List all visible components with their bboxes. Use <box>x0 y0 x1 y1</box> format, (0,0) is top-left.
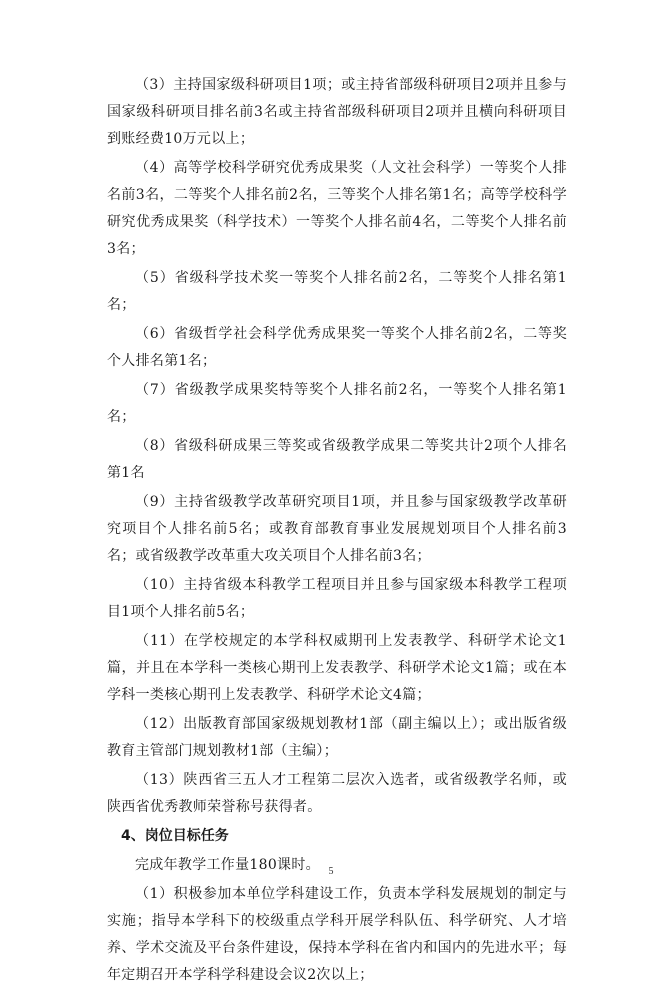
paragraph-item-9: （9）主持省级教学改革研究项目1项，并且参与国家级教学改革研究项目个人排名前5名；或教育部教育事业发展规划项目个人排名前3名；或省级教学改革重大攻关项目个人排名前3名； <box>107 494 567 564</box>
paragraph-item-6: （6）省级哲学社会科学优秀成果奖一等奖个人排名前2名，二等奖个人排名第1名； <box>107 326 567 369</box>
paragraph-item-7: （7）省级教学成果奖特等奖个人排名前2名，一等奖个人排名第1名； <box>107 382 567 425</box>
page-number: 5 <box>328 866 334 877</box>
paragraph-item-12: （12）出版教育部国家级规划教材1部（副主编以上）；或出版省级教育主管部门规划教材1部（主编）； <box>107 716 567 759</box>
paragraph-item-11: （11）在学校规定的本学科权威期刊上发表教学、科研学术论文1篇，并且在本学科一类核心期刊上发表教学、科研学术论文1篇；或在本学科一类核心期刊上发表教学、科研学术论文4篇； <box>107 633 567 703</box>
page-content <box>107 72 567 991</box>
section-heading: 4、岗位目标任务 <box>121 828 229 844</box>
paragraph-item-8: （8）省级科研成果三等奖或省级教学成果二等奖共计2项个人排名第1名 <box>107 438 567 481</box>
paragraph-item-4: （4）高等学校科学研究优秀成果奖（人文社会科学）一等奖个人排名前3名，二等奖个人排名前2名，三等奖个人排名第1名；高等学校科学研究优秀成果奖（科学技术）一等奖个人排名前4名，二等奖个人排名前3名； <box>107 160 567 257</box>
paragraph-item-13: （13）陕西省三五人才工程第二层次入选者，或省级教学名师，或陕西省优秀教师荣誉称号获得者。 <box>107 772 567 815</box>
paragraph-item-5: （5）省级科学技术奖一等奖个人排名前2名，二等奖个人排名第1名； <box>107 270 567 313</box>
workload-paragraph: 完成年教学工作量180课时。 <box>135 857 320 873</box>
task-paragraph-1: （1）积极参加本单位学科建设工作，负责本学科发展规划的制定与实施；指导本学科下的校级重点学科开展学科队伍、科学研究、人才培养、学术交流及平台条件建设，保持本学科在省内和国内的先进水平；每年定期召开本学科学科建设会议2次以上； <box>107 886 567 983</box>
paragraph-item-3: （3）主持国家级科研项目1项；或主持省部级科研项目2项并且参与国家级科研项目排名前3名或主持省部级科研项目2项并且横向科研项目到账经费10万元以上； <box>107 77 567 147</box>
paragraph-item-10: （10）主持省级本科教学工程项目并且参与国家级本科教学工程项目1项个人排名前5名； <box>107 577 567 620</box>
